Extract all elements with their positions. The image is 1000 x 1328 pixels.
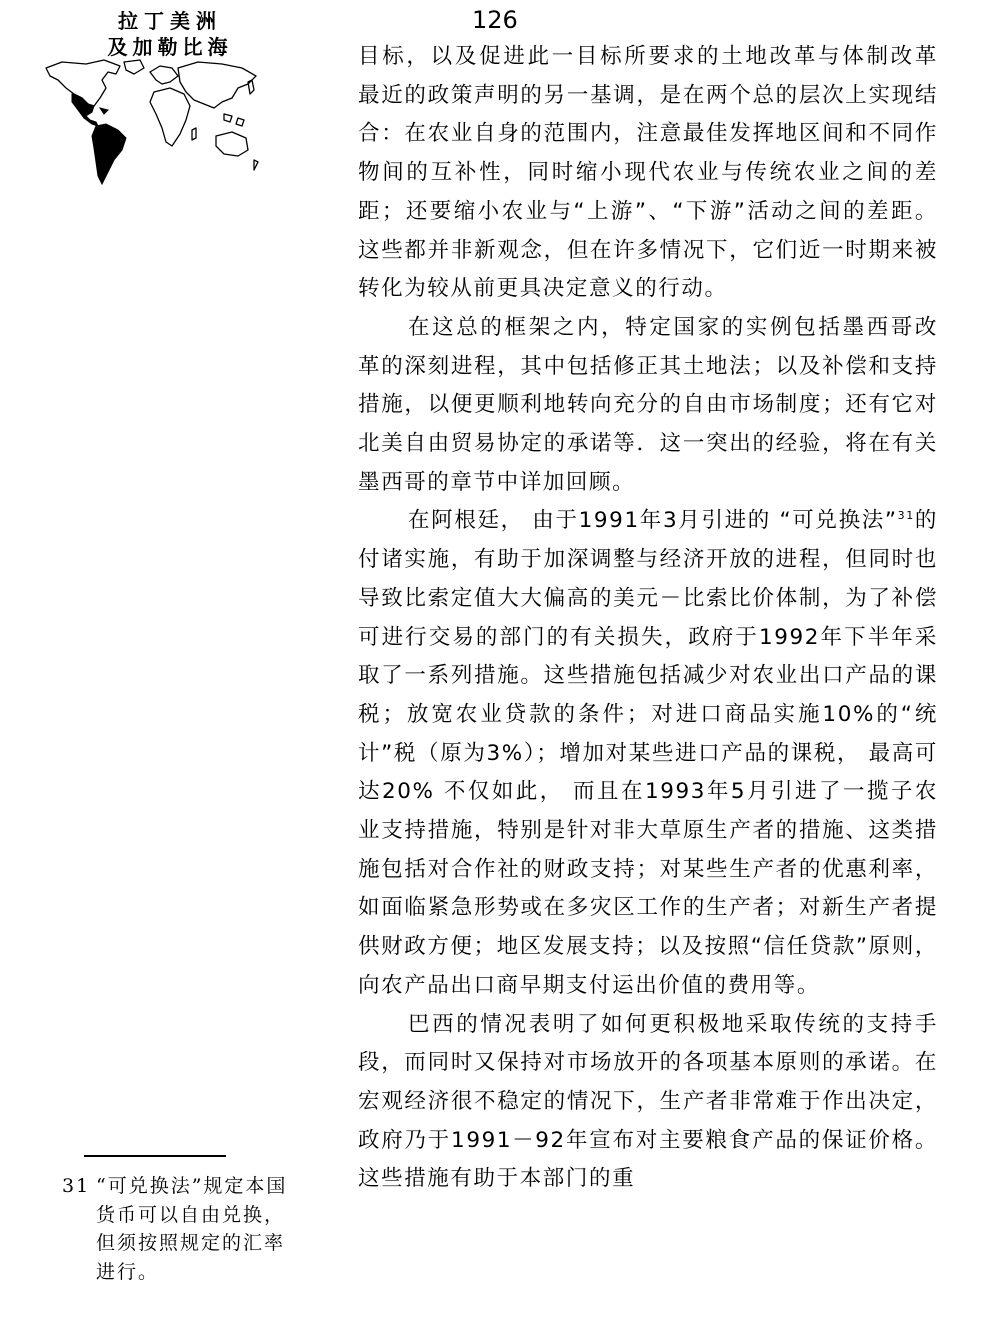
paragraph-4: 巴西的情况表明了如何更积极地采取传统的支持手段，而同时又保持对市场放开的各项基本原则的承诺。在宏观经济很不稳定的情况下，生产者非常难于作出决定，政府乃于1991－92年宣布对主要粮食产品的保证价格。这些措施有助于本部门的重 <box>358 1011 938 1192</box>
main-text <box>358 38 938 1199</box>
footnote-text: “可兑换法”规定本国货币可以自由兑换，但须按照规定的汇率进行。 <box>96 1175 288 1283</box>
footnote-ref: 31 <box>897 509 915 523</box>
paragraph-3-rest: 的付诸实施，有助于加深调整与经济开放的进程，但同时也导致比索定值大大偏高的美元－比索比价体制，为了补偿可进行交易的部门的有关损失，政府于1992年下半年采取了一系列措施。这些措施包括减少对农业出口产品的课税；放宽农业贷款的条件；对进口商品实施10%的“统计”税（原为3%）；增加对某些进口产品的课税， 最高可达20% 不仅如此， 而且在1993年5月引进了一揽子农业支持措施，特别是针对非大草原生产者的措施、这类措施包括对合作社的财政支持；对某些生产者的优惠利率，如面临紧急形势或在多灾区工作的生产者；对新生产者提供财政方便；地区发展支持；以及按照“信任贷款”原则，向农产品出口商早期支付运出价值的费用等。 <box>358 508 938 998</box>
page-number: 126 <box>472 6 518 34</box>
world-map-icon <box>42 58 262 188</box>
sidebar-title-line2: 及加勒比海 <box>107 35 233 59</box>
paragraph-1: 目标，以及促进此一目标所要求的土地改革与体制改革 最近的政策声明的另一基调，是在两个总的层次上实现结合：在农业自身的范围内，注意最佳发挥地区间和不同作物间的互补性，同时缩小现代农业与传统农业之间的差距；还要缩小农业与“上游”、“下游”活动之间的差距。这些都并非新观念，但在许多情况下，它们近一时期来被转化为较从前更具决定意义的行动。 <box>358 44 938 302</box>
paragraph-3 <box>358 502 938 1005</box>
sidebar-title-line1: 拉丁美洲 <box>118 9 222 33</box>
footnote <box>62 1172 292 1286</box>
footnote-divider <box>84 1155 226 1157</box>
sidebar-title <box>70 8 270 60</box>
paragraph-3-start: 在阿根廷， 由于1991年3月引进的 “可兑换法” <box>408 508 898 534</box>
paragraph-2: 在这总的框架之内，特定国家的实例包括墨西哥改革的深刻进程，其中包括修正其土地法；以及补偿和支持措施，以便更顺利地转向充分的自由市场制度；还有它对北美自由贸易协定的承诺等．这一突出的经验，将在有关墨西哥的章节中详加回顾。 <box>358 314 938 495</box>
footnote-number: 31 <box>62 1175 91 1197</box>
